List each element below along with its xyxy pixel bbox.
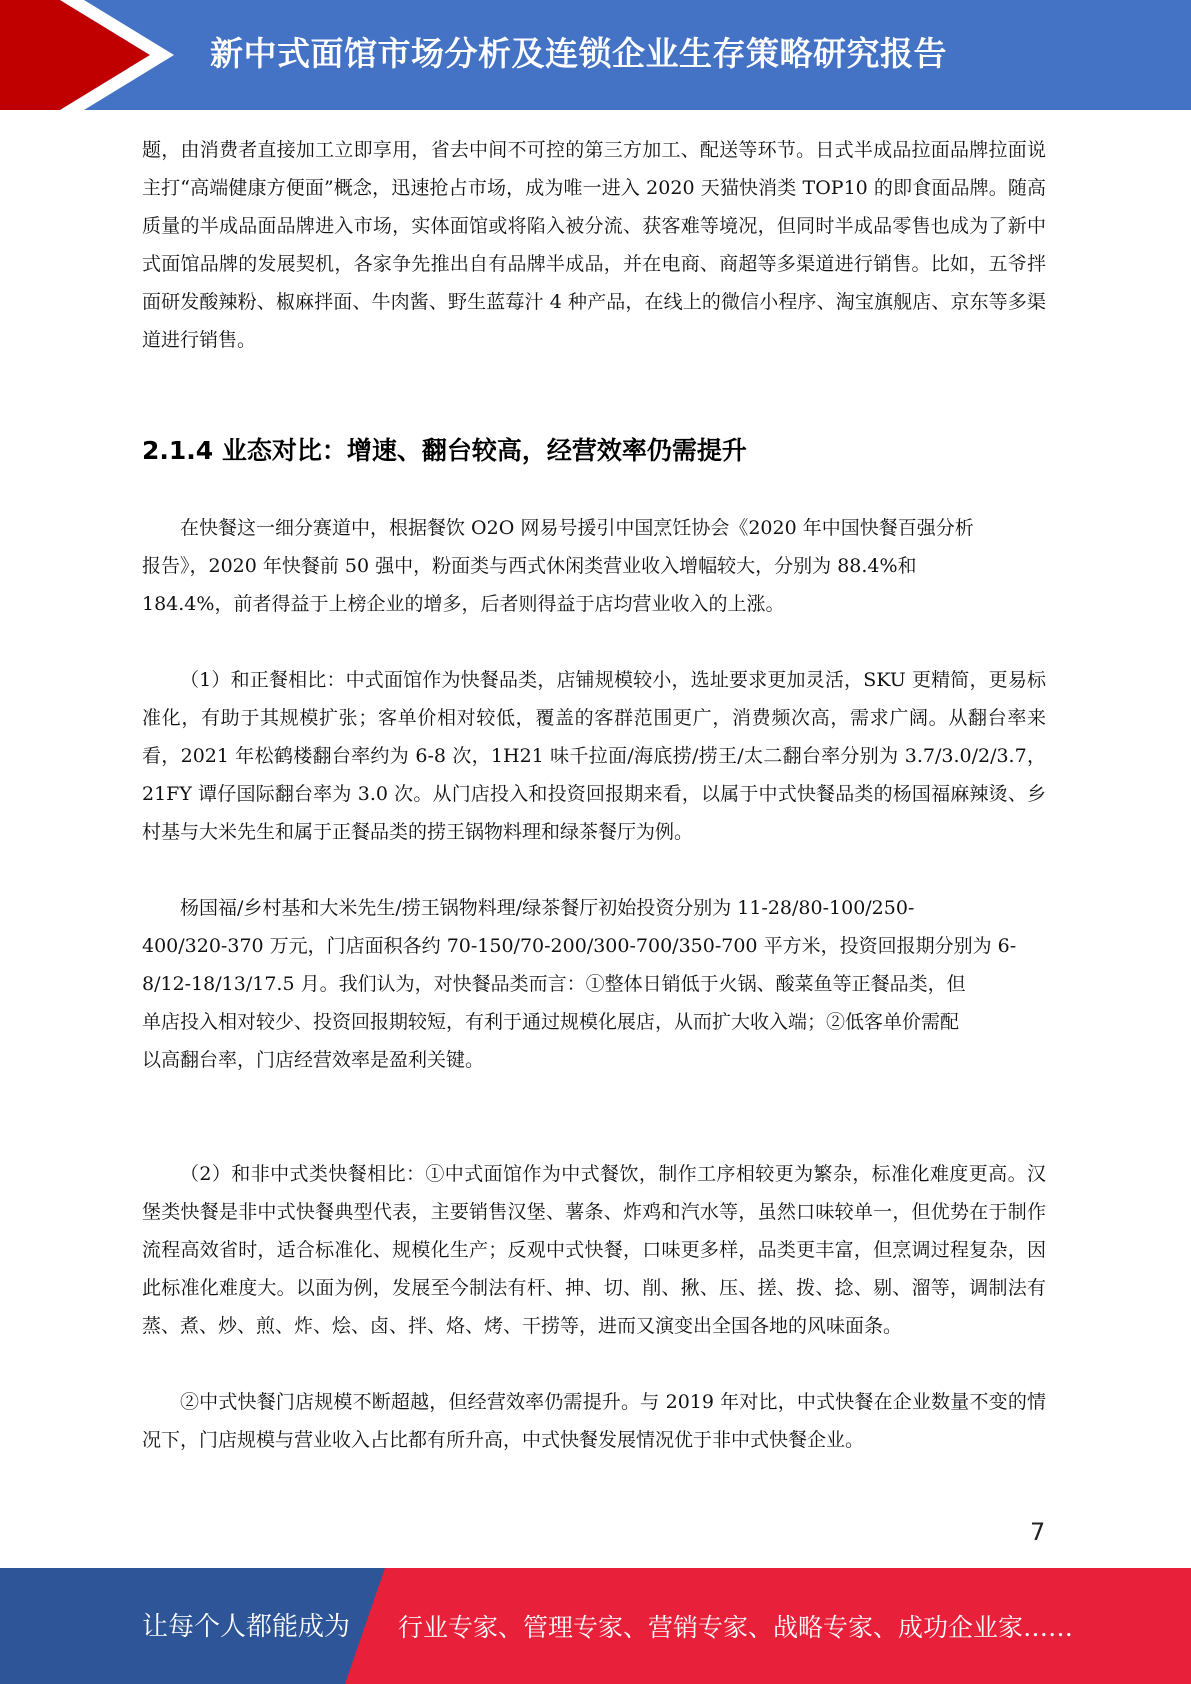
paragraph-line: 以高翻台率，门店经营效率是盈利关键。: [142, 1049, 485, 1071]
footer-banner: [0, 1568, 1191, 1684]
paragraph-line: 杨国福/乡村基和大米先生/捞王锅物料理/绿茶餐厅初始投资分别为 11-28/80-100/250-: [180, 897, 915, 919]
paragraph-line: 在快餐这一细分赛道中，根据餐饮 O2O 网易号援引中国烹饪协会《2020 年中国快餐百强分析: [180, 517, 974, 539]
header-banner: [0, 0, 1191, 110]
report-body: [142, 131, 1046, 1459]
paragraph-fast-food-growth: [142, 509, 1046, 623]
paragraph-line: 8/12-18/13/17.5 月。我们认为，对快餐品类而言：①整体日销低于火锅、酸菜鱼等正餐品类，但: [142, 973, 966, 995]
paragraph-line: 400/320-370 万元，门店面积各约 70-150/70-200/300-700/350-700 平方米，投资回报期分别为 6-: [142, 935, 1017, 957]
paragraph-line: 报告》，2020 年快餐前 50 强中，粉面类与西式休闲类营业收入增幅较大，分别为 88.4%和: [142, 555, 917, 577]
footer-slogan-right: 行业专家、管理专家、营销专家、战略专家、成功企业家……: [398, 1613, 1074, 1642]
paragraph-store-efficiency: ②中式快餐门店规模不断超越，但经营效率仍需提升。与 2019 年对比，中式快餐在企业数量不变的情况下，门店规模与营业收入占比都有所升高，中式快餐发展情况优于非中式快餐企业。: [142, 1391, 1046, 1451]
footer-slogan-left: 让每个人都能成为: [142, 1612, 351, 1642]
report-title: 新中式面馆市场分析及连锁企业生存策略研究报告: [210, 34, 947, 73]
paragraph-vs-formal-dining: （1）和正餐相比：中式面馆作为快餐品类，店铺规模较小，选址要求更加灵活，SKU 更精简，更易标准化，有助于其规模扩张；客单价相对较低，覆盖的客群范围更广，消费频次高，需求广阔。从翻台率来看，2021 年松鹤楼翻台率约为 6-8 次，1H21 味千拉面/海底捞/捞王/太二翻台率分别为 3.7/3.0/2/3.7，21FY 谭仔国际翻台率为 3.0 次。从门店投入和投资回报期来看，以属于中式快餐品类的杨国福麻辣烫、乡村基与大米先生和属于正餐品类的捞王锅物料理和绿茶餐厅为例。: [142, 669, 1046, 843]
header-red-chevron: [0, 0, 150, 110]
paragraph-semi-finished-noodles: 题，由消费者直接加工立即享用，省去中间不可控的第三方加工、配送等环节。日式半成品拉面品牌拉面说主打“高端健康方便面”概念，迅速抢占市场，成为唯一进入 2020 天猫快消类 TOP10 的即食面品牌。随高质量的半成品面品牌进入市场，实体面馆或将陷入被分流、获客难等境况，但同时半成品零售也成为了新中式面馆品牌的发展契机，各家争先推出自有品牌半成品，并在电商、商超等多渠道进行销售。比如，五爷拌面研发酸辣粉、椒麻拌面、牛肉酱、野生蓝莓汁 4 种产品，在线上的微信小程序、淘宝旗舰店、京东等多渠道进行销售。: [142, 139, 1046, 351]
paragraph-vs-western-fast-food: （2）和非中式类快餐相比：①中式面馆作为中式餐饮，制作工序相较更为繁杂，标准化难度更高。汉堡类快餐是非中式快餐典型代表，主要销售汉堡、薯条、炸鸡和汽水等，虽然口味较单一，但优势在于制作流程高效省时，适合标准化、规模化生产；反观中式快餐，口味更多样，品类更丰富，但烹调过程复杂，因此标准化难度大。以面为例，发展至今制法有杆、抻、切、削、揪、压、搓、拨、捻、剔、溜等，调制法有蒸、煮、炒、煎、炸、烩、卤、拌、烙、烤、干捞等，进而又演变出全国各地的风味面条。: [142, 1163, 1046, 1337]
paragraph-investment-comparison: [142, 889, 1046, 1079]
paragraph-line: 184.4%，前者得益于上榜企业的增多，后者则得益于店均营业收入的上涨。: [142, 593, 785, 615]
page-number: 7: [1030, 1518, 1046, 1546]
paragraph-line: 单店投入相对较少、投资回报期较短，有利于通过规模化展店，从而扩大收入端；②低客单价需配: [142, 1011, 960, 1033]
section-heading-2-1-4: 2.1.4 业态对比：增速、翻台较高，经营效率仍需提升: [142, 436, 747, 465]
